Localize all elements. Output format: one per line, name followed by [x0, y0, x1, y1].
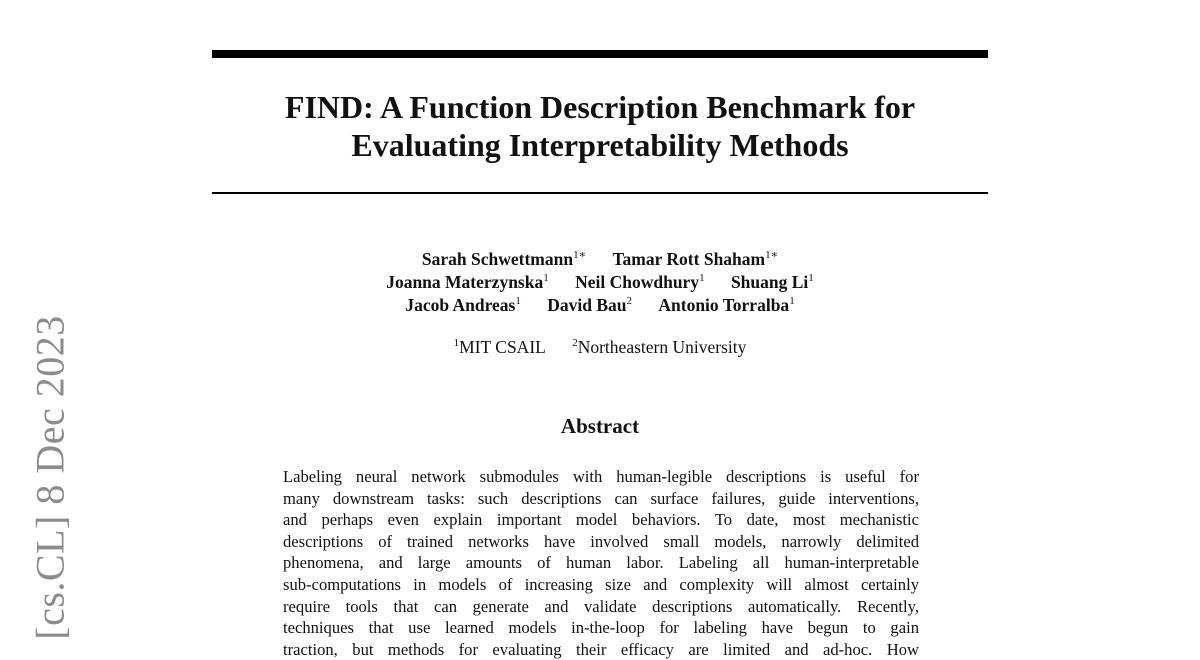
author: Joanna Materzynska$^1$ [386, 272, 549, 292]
abstract-line: descriptions of trained networks have involved small models, narrowly delimited [283, 531, 919, 551]
author: Antonio Torralba$^1$ [658, 295, 795, 315]
abstract-line: phenomena, and large amounts of human labor. Labeling all human-interpretable [283, 553, 919, 573]
abstract-line: and perhaps even explain important model behaviors. To date, most mechanistic [283, 510, 919, 530]
author-line-2 [212, 271, 988, 294]
arxiv-stamp-text: [cs.CL] 8 Dec 2023 [27, 314, 73, 640]
author: David Bau$^2$ [547, 295, 632, 315]
title-line-1: FIND: A Function Description Benchmark for [284, 89, 916, 125]
abstract-heading: Abstract [560, 414, 640, 438]
abstract-line: techniques that use learned models in-the-loop for labeling have begun to gain [283, 618, 919, 638]
abstract-line: Labeling neural network submodules with human-legible descriptions is useful for [283, 467, 919, 486]
affiliation: $^1$MIT CSAIL [453, 337, 546, 357]
abstract-line: require tools that can generate and validate descriptions automatically. Recently, [283, 596, 919, 616]
affiliations [212, 336, 988, 358]
abstract-line: many downstream tasks: such descriptions can surface failures, guide interventions, [283, 488, 919, 508]
abstract-line: sub-computations in models of increasing size and complexity will almost certainly [283, 574, 919, 594]
author-line-3 [212, 294, 988, 317]
abstract-body [283, 466, 919, 660]
abstract-line: traction, but methods for evaluating their efficacy are limited and ad-hoc. How [283, 639, 919, 659]
author: Shuang Li$^1$ [730, 272, 814, 292]
title-top-rule [212, 50, 988, 58]
author: Jacob Andreas$^1$ [405, 295, 521, 315]
affiliation: $^2$Northeastern University [572, 337, 747, 357]
author: Sarah Schwettmann$^{1∗}$ [421, 249, 587, 269]
author: Tamar Rott Shaham$^{1∗}$ [612, 249, 779, 269]
paper-title [212, 88, 988, 164]
author-line-1 [212, 248, 988, 271]
title-bottom-rule [212, 192, 988, 194]
title-line-2: Evaluating Interpretability Methods [351, 127, 849, 163]
author: Neil Chowdhury$^1$ [575, 272, 705, 292]
author-block [212, 248, 988, 317]
arxiv-side-stamp [27, 314, 73, 640]
